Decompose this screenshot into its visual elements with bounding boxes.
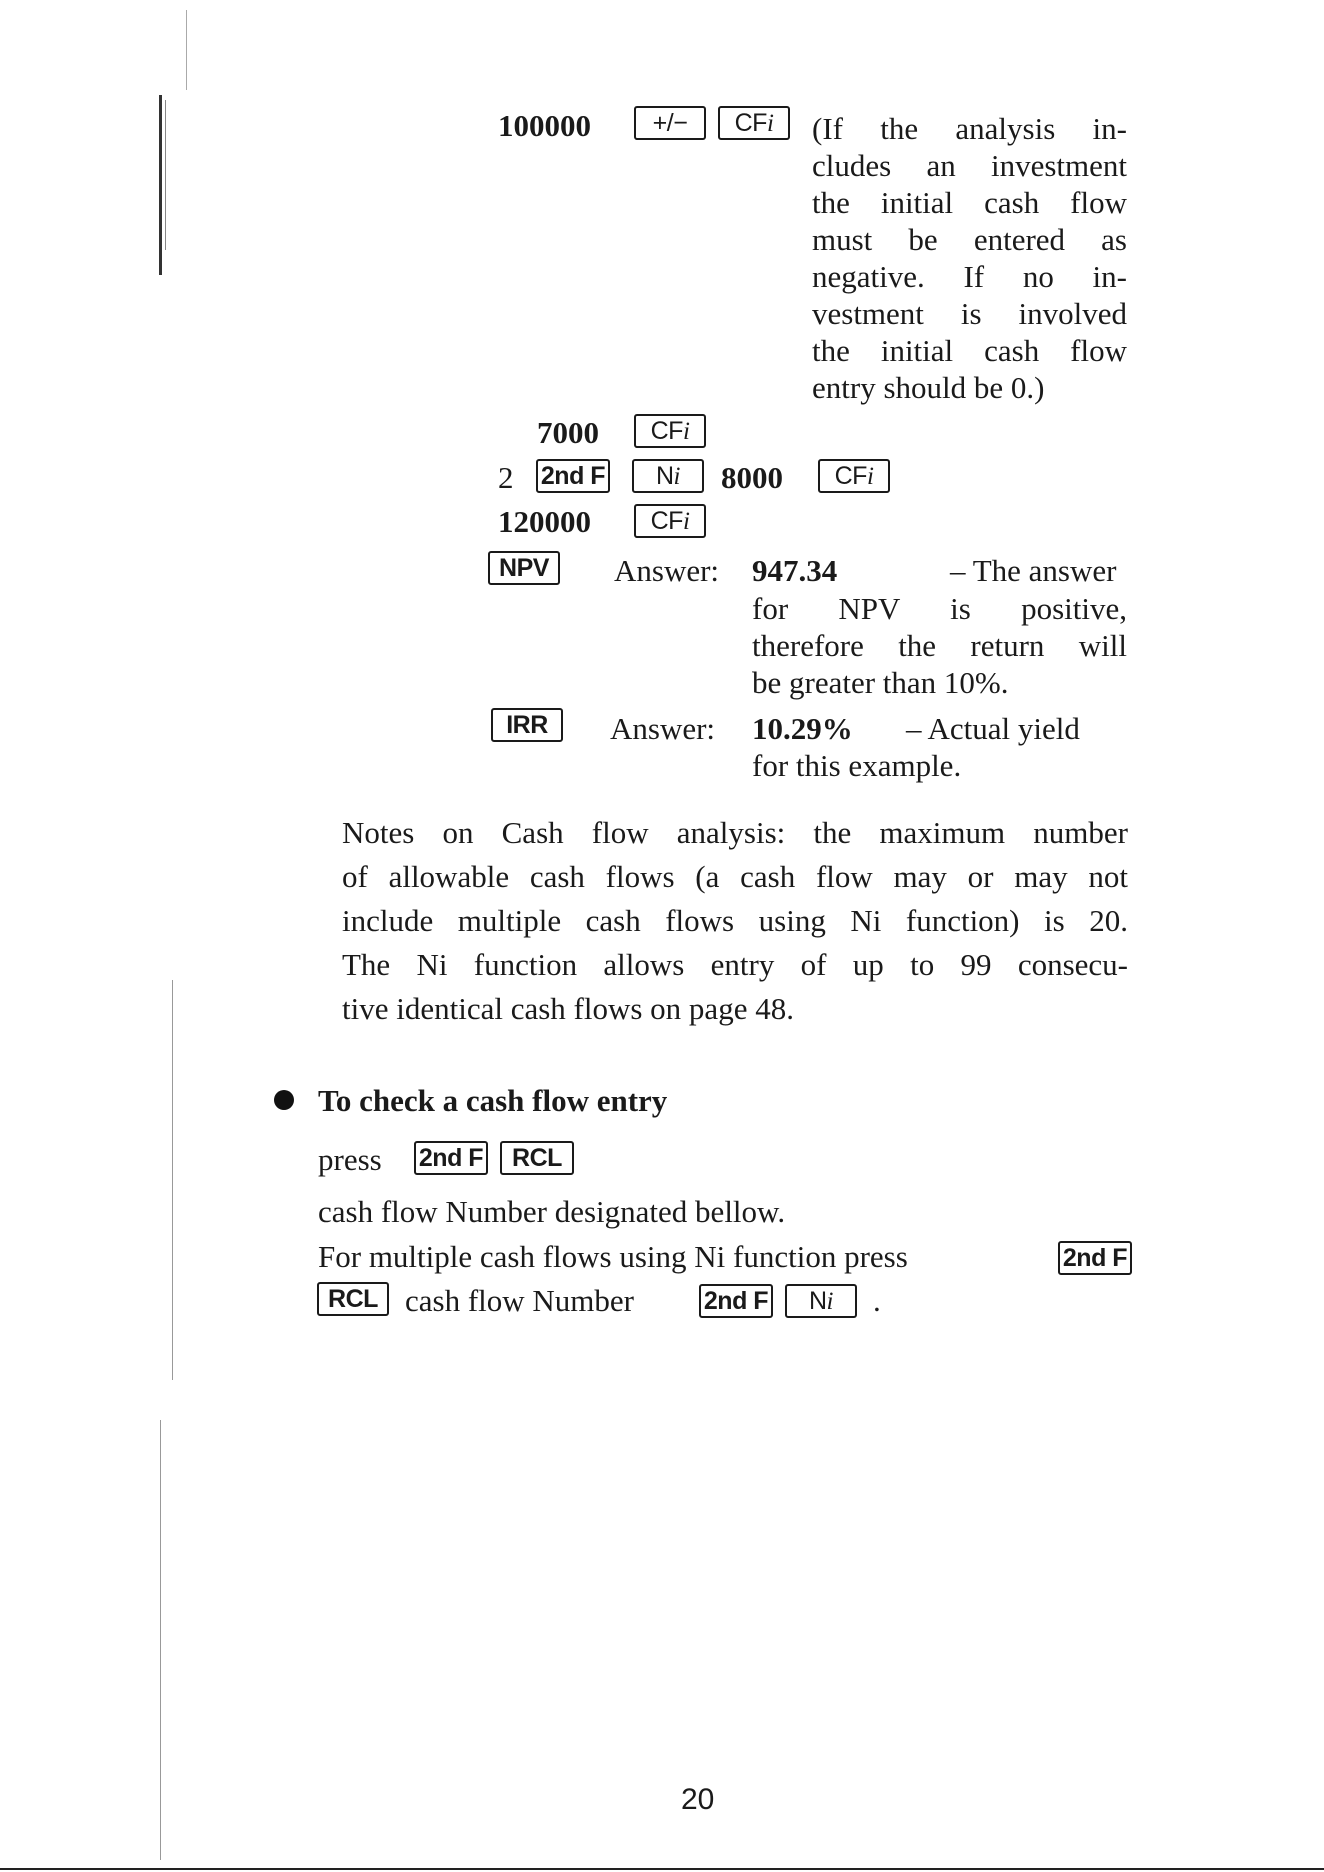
page-number: 20 xyxy=(681,1783,715,1816)
rcl-key: RCL xyxy=(317,1282,389,1316)
check-line: For multiple cash flows using Ni function press xyxy=(318,1239,908,1274)
note-line: vestment is involved xyxy=(812,296,1127,331)
plus-minus-key: +/− xyxy=(634,106,706,140)
irr-answer-label: Answer: xyxy=(610,711,716,746)
second-function-key: 2nd F xyxy=(414,1141,488,1175)
scan-edge-mark xyxy=(186,10,187,90)
check-heading: To check a cash flow entry xyxy=(318,1083,668,1118)
note-line: must be entered as xyxy=(812,222,1127,257)
npv-comment-line: – The answer xyxy=(950,553,1117,588)
npv-answer-value: 947.34 xyxy=(752,553,838,588)
notes-line: The Ni function allows entry of up to 99 consecu- xyxy=(342,947,1128,982)
npv-key: NPV xyxy=(488,551,560,585)
irr-comment-line: for this example. xyxy=(752,748,962,783)
ni-key: Ni xyxy=(785,1284,857,1318)
notes-line: of allowable cash flows (a cash flow may or may not xyxy=(342,859,1128,894)
scan-edge-mark xyxy=(165,100,166,250)
ni-key: Ni xyxy=(632,459,704,493)
cfi-key: CFi xyxy=(634,504,706,538)
cfi-key: CFi xyxy=(818,459,890,493)
check-line: cash flow Number designated bellow. xyxy=(318,1194,786,1229)
scan-edge-mark xyxy=(159,95,162,275)
npv-answer-label: Answer: xyxy=(614,553,720,588)
npv-comment-line: for NPV is positive, xyxy=(752,591,1127,626)
notes-line: include multiple cash flows using Ni function) is 20. xyxy=(342,903,1128,938)
entry1-value: 100000 xyxy=(498,108,591,143)
note-line: (If the analysis in- xyxy=(812,111,1127,146)
entry3-prefix: 2 xyxy=(498,460,514,495)
irr-answer-value: 10.29% xyxy=(752,711,853,746)
entry2-value: 7000 xyxy=(537,415,599,450)
note-line: entry should be 0.) xyxy=(812,370,1045,405)
note-line: the initial cash flow xyxy=(812,333,1127,368)
npv-comment-line: therefore the return will xyxy=(752,628,1127,663)
second-function-key: 2nd F xyxy=(699,1284,773,1318)
notes-line: Notes on Cash flow analysis: the maximum number xyxy=(342,815,1128,850)
check-line-end: . xyxy=(873,1283,881,1318)
irr-key: IRR xyxy=(491,708,563,742)
second-function-key: 2nd F xyxy=(1058,1241,1132,1275)
check-line: cash flow Number xyxy=(405,1283,634,1318)
cfi-key: CFi xyxy=(718,106,790,140)
bottom-rule xyxy=(0,1868,1324,1870)
note-line: negative. If no in- xyxy=(812,259,1127,294)
notes-line: tive identical cash flows on page 48. xyxy=(342,991,794,1026)
rcl-key: RCL xyxy=(500,1141,574,1175)
entry3-value: 8000 xyxy=(721,460,783,495)
note-line: the initial cash flow xyxy=(812,185,1127,220)
scan-edge-mark xyxy=(172,980,173,1380)
irr-comment-line: – Actual yield xyxy=(906,711,1080,746)
bullet-icon xyxy=(274,1090,294,1110)
second-function-key: 2nd F xyxy=(536,459,610,493)
press-text: press xyxy=(318,1142,382,1177)
note-line: cludes an investment xyxy=(812,148,1127,183)
entry4-value: 120000 xyxy=(498,504,591,539)
cfi-key: CFi xyxy=(634,414,706,448)
npv-comment-line: be greater than 10%. xyxy=(752,665,1009,700)
scan-edge-mark xyxy=(160,1420,161,1860)
